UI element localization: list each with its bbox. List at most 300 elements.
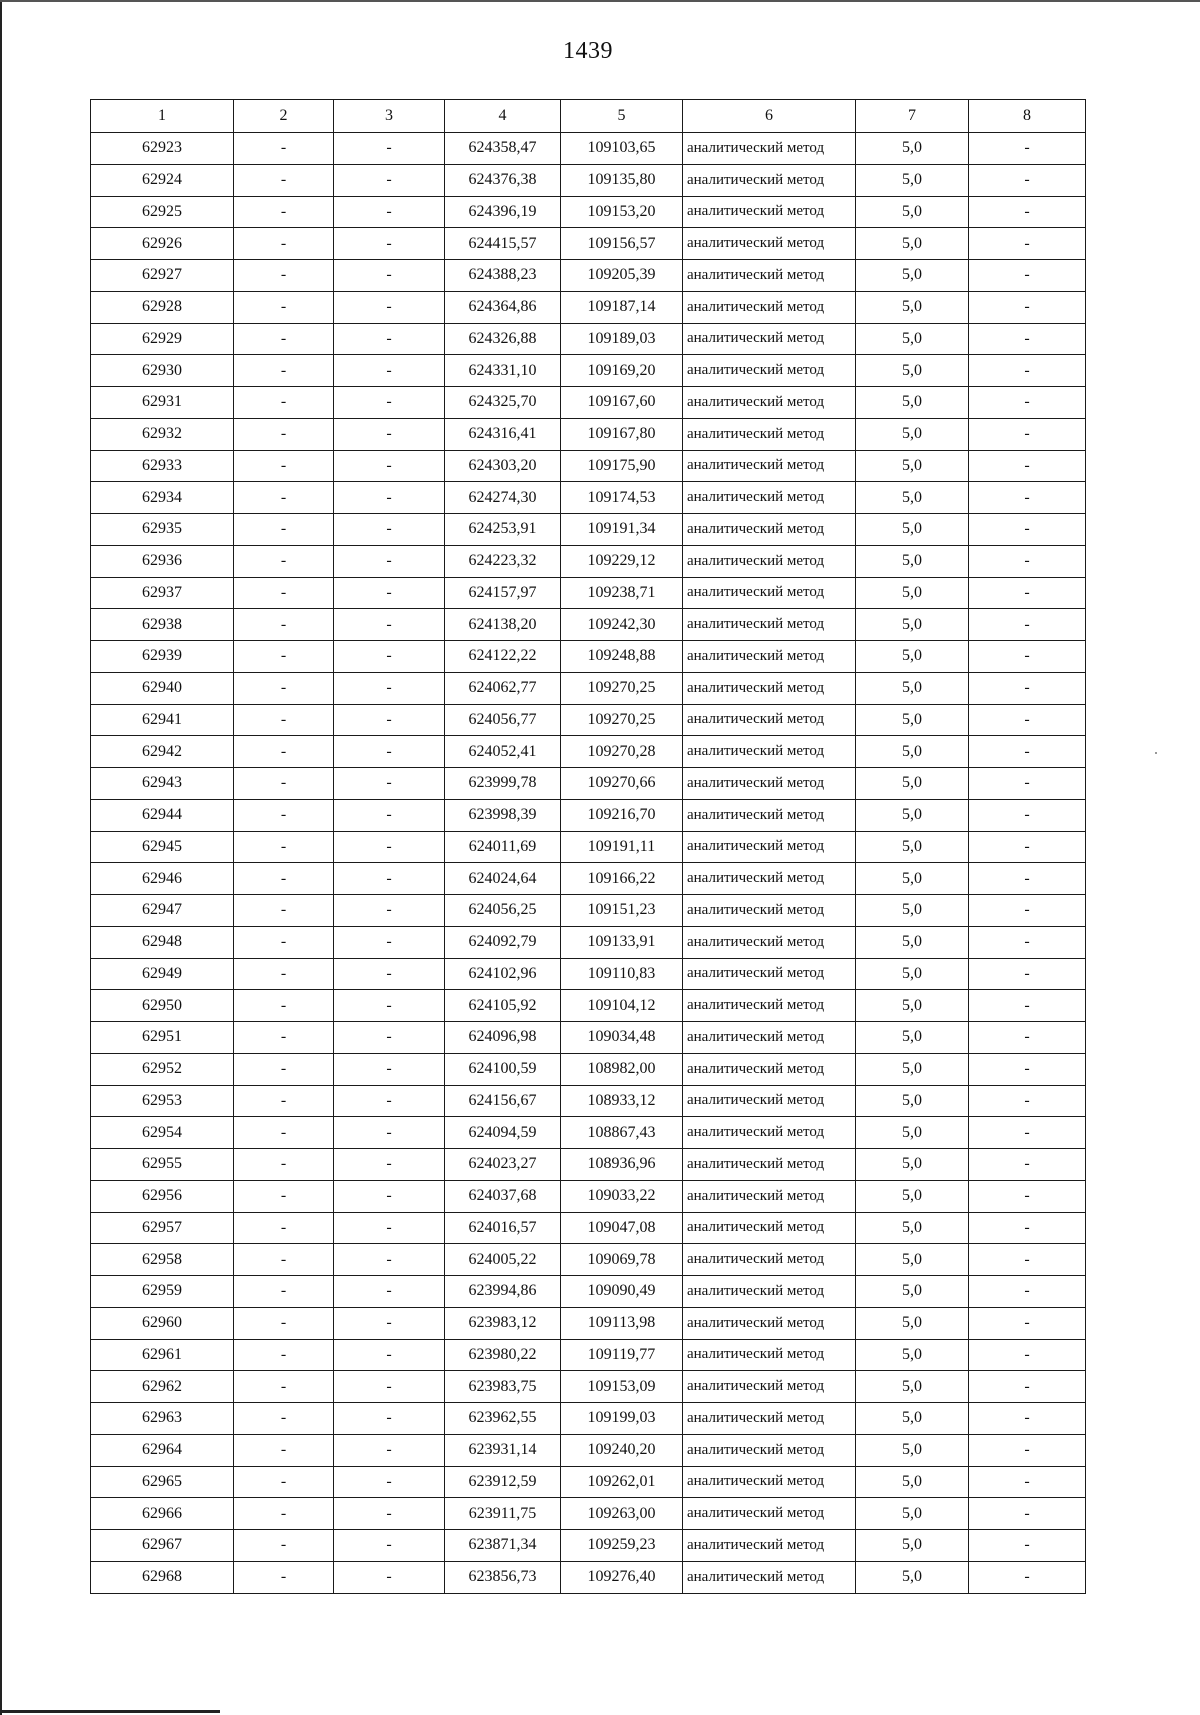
accuracy-cell: 5,0 <box>856 768 969 800</box>
col8-cell: - <box>969 164 1086 196</box>
col3-cell: - <box>334 577 445 609</box>
method-cell: аналитический метод <box>683 1530 856 1562</box>
table-row <box>91 1530 1086 1562</box>
point-number-cell: 62968 <box>91 1561 234 1593</box>
col3-cell: - <box>334 1561 445 1593</box>
x-coordinate-cell: 623999,78 <box>445 768 561 800</box>
scan-speck <box>1155 752 1157 754</box>
y-coordinate-cell: 109270,25 <box>561 672 683 704</box>
y-coordinate-cell: 109156,57 <box>561 228 683 260</box>
col8-cell: - <box>969 1276 1086 1308</box>
x-coordinate-cell: 624056,25 <box>445 895 561 927</box>
accuracy-cell: 5,0 <box>856 355 969 387</box>
col2-cell: - <box>234 1530 334 1562</box>
col8-cell: - <box>969 133 1086 165</box>
col3-cell: - <box>334 418 445 450</box>
accuracy-cell: 5,0 <box>856 895 969 927</box>
y-coordinate-cell: 109113,98 <box>561 1307 683 1339</box>
x-coordinate-cell: 624376,38 <box>445 164 561 196</box>
point-number-cell: 62943 <box>91 768 234 800</box>
method-cell: аналитический метод <box>683 958 856 990</box>
col8-cell: - <box>969 1434 1086 1466</box>
y-coordinate-cell: 109199,03 <box>561 1403 683 1435</box>
col2-cell: - <box>234 323 334 355</box>
method-cell: аналитический метод <box>683 450 856 482</box>
col2-cell: - <box>234 1339 334 1371</box>
col3-cell: - <box>334 1307 445 1339</box>
col3-cell: - <box>334 1339 445 1371</box>
table-row <box>91 1053 1086 1085</box>
col3-cell: - <box>334 164 445 196</box>
x-coordinate-cell: 623931,14 <box>445 1434 561 1466</box>
y-coordinate-cell: 109169,20 <box>561 355 683 387</box>
x-coordinate-cell: 624388,23 <box>445 260 561 292</box>
coordinates-table <box>90 99 1086 1594</box>
col2-cell: - <box>234 1498 334 1530</box>
method-cell: аналитический метод <box>683 1085 856 1117</box>
y-coordinate-cell: 109248,88 <box>561 641 683 673</box>
col3-cell: - <box>334 291 445 323</box>
x-coordinate-cell: 624052,41 <box>445 736 561 768</box>
col3-cell: - <box>334 990 445 1022</box>
table-row <box>91 1434 1086 1466</box>
x-coordinate-cell: 624138,20 <box>445 609 561 641</box>
col2-cell: - <box>234 418 334 450</box>
col2-cell: - <box>234 1307 334 1339</box>
col8-cell: - <box>969 482 1086 514</box>
y-coordinate-cell: 109242,30 <box>561 609 683 641</box>
y-coordinate-cell: 109167,60 <box>561 387 683 419</box>
table-row <box>91 260 1086 292</box>
point-number-cell: 62930 <box>91 355 234 387</box>
x-coordinate-cell: 624274,30 <box>445 482 561 514</box>
col3-cell: - <box>334 450 445 482</box>
x-coordinate-cell: 624396,19 <box>445 196 561 228</box>
method-cell: аналитический метод <box>683 545 856 577</box>
method-cell: аналитический метод <box>683 323 856 355</box>
accuracy-cell: 5,0 <box>856 323 969 355</box>
point-number-cell: 62925 <box>91 196 234 228</box>
x-coordinate-cell: 624316,41 <box>445 418 561 450</box>
table-row <box>91 768 1086 800</box>
x-coordinate-cell: 623983,75 <box>445 1371 561 1403</box>
point-number-cell: 62946 <box>91 863 234 895</box>
x-coordinate-cell: 624326,88 <box>445 323 561 355</box>
point-number-cell: 62923 <box>91 133 234 165</box>
table-row <box>91 1212 1086 1244</box>
col8-cell: - <box>969 1466 1086 1498</box>
col8-cell: - <box>969 863 1086 895</box>
col3-cell: - <box>334 1085 445 1117</box>
point-number-cell: 62952 <box>91 1053 234 1085</box>
accuracy-cell: 5,0 <box>856 545 969 577</box>
x-coordinate-cell: 623980,22 <box>445 1339 561 1371</box>
col2-cell: - <box>234 1561 334 1593</box>
col8-cell: - <box>969 291 1086 323</box>
col8-cell: - <box>969 418 1086 450</box>
accuracy-cell: 5,0 <box>856 831 969 863</box>
y-coordinate-cell: 109238,71 <box>561 577 683 609</box>
table-row <box>91 133 1086 165</box>
table-row <box>91 1117 1086 1149</box>
x-coordinate-cell: 624023,27 <box>445 1149 561 1181</box>
col8-cell: - <box>969 450 1086 482</box>
table-row <box>91 482 1086 514</box>
accuracy-cell: 5,0 <box>856 641 969 673</box>
y-coordinate-cell: 109175,90 <box>561 450 683 482</box>
y-coordinate-cell: 109276,40 <box>561 1561 683 1593</box>
col2-cell: - <box>234 1085 334 1117</box>
col3-cell: - <box>334 1466 445 1498</box>
point-number-cell: 62928 <box>91 291 234 323</box>
y-coordinate-cell: 109174,53 <box>561 482 683 514</box>
table-row <box>91 196 1086 228</box>
col3-cell: - <box>334 641 445 673</box>
method-cell: аналитический метод <box>683 895 856 927</box>
accuracy-cell: 5,0 <box>856 1276 969 1308</box>
col2-cell: - <box>234 1276 334 1308</box>
table-row <box>91 1149 1086 1181</box>
col3-cell: - <box>334 704 445 736</box>
y-coordinate-cell: 109119,77 <box>561 1339 683 1371</box>
col2-cell: - <box>234 291 334 323</box>
y-coordinate-cell: 109104,12 <box>561 990 683 1022</box>
x-coordinate-cell: 624157,97 <box>445 577 561 609</box>
y-coordinate-cell: 109229,12 <box>561 545 683 577</box>
table-row <box>91 1276 1086 1308</box>
page-number: 1439 <box>563 38 613 64</box>
col3-cell: - <box>334 1244 445 1276</box>
y-coordinate-cell: 109189,03 <box>561 323 683 355</box>
table-row <box>91 799 1086 831</box>
col2-cell: - <box>234 799 334 831</box>
col8-cell: - <box>969 1022 1086 1054</box>
accuracy-cell: 5,0 <box>856 291 969 323</box>
col2-cell: - <box>234 1117 334 1149</box>
col8-cell: - <box>969 323 1086 355</box>
col2-cell: - <box>234 1403 334 1435</box>
method-cell: аналитический метод <box>683 228 856 260</box>
point-number-cell: 62929 <box>91 323 234 355</box>
col3-cell: - <box>334 1149 445 1181</box>
accuracy-cell: 5,0 <box>856 990 969 1022</box>
table-row <box>91 514 1086 546</box>
point-number-cell: 62959 <box>91 1276 234 1308</box>
point-number-cell: 62939 <box>91 641 234 673</box>
point-number-cell: 62945 <box>91 831 234 863</box>
col8-cell: - <box>969 1498 1086 1530</box>
column-header-3: 3 <box>334 100 445 133</box>
point-number-cell: 62924 <box>91 164 234 196</box>
method-cell: аналитический метод <box>683 418 856 450</box>
table-row <box>91 1561 1086 1593</box>
point-number-cell: 62963 <box>91 1403 234 1435</box>
col2-cell: - <box>234 831 334 863</box>
method-cell: аналитический метод <box>683 1339 856 1371</box>
x-coordinate-cell: 624016,57 <box>445 1212 561 1244</box>
col3-cell: - <box>334 863 445 895</box>
y-coordinate-cell: 109191,11 <box>561 831 683 863</box>
x-coordinate-cell: 623994,86 <box>445 1276 561 1308</box>
x-coordinate-cell: 623911,75 <box>445 1498 561 1530</box>
accuracy-cell: 5,0 <box>856 609 969 641</box>
y-coordinate-cell: 109034,48 <box>561 1022 683 1054</box>
col2-cell: - <box>234 514 334 546</box>
x-coordinate-cell: 624094,59 <box>445 1117 561 1149</box>
y-coordinate-cell: 109263,00 <box>561 1498 683 1530</box>
point-number-cell: 62941 <box>91 704 234 736</box>
col3-cell: - <box>334 260 445 292</box>
col2-cell: - <box>234 1022 334 1054</box>
col8-cell: - <box>969 799 1086 831</box>
point-number-cell: 62949 <box>91 958 234 990</box>
col2-cell: - <box>234 863 334 895</box>
y-coordinate-cell: 109133,91 <box>561 926 683 958</box>
scan-border-left <box>0 0 2 1715</box>
point-number-cell: 62947 <box>91 895 234 927</box>
accuracy-cell: 5,0 <box>856 260 969 292</box>
accuracy-cell: 5,0 <box>856 1498 969 1530</box>
col3-cell: - <box>334 133 445 165</box>
accuracy-cell: 5,0 <box>856 1117 969 1149</box>
point-number-cell: 62964 <box>91 1434 234 1466</box>
accuracy-cell: 5,0 <box>856 1530 969 1562</box>
accuracy-cell: 5,0 <box>856 958 969 990</box>
method-cell: аналитический метод <box>683 387 856 419</box>
col8-cell: - <box>969 609 1086 641</box>
point-number-cell: 62957 <box>91 1212 234 1244</box>
col2-cell: - <box>234 387 334 419</box>
col3-cell: - <box>334 1180 445 1212</box>
table-row <box>91 641 1086 673</box>
table-row <box>91 926 1086 958</box>
col3-cell: - <box>334 228 445 260</box>
accuracy-cell: 5,0 <box>856 514 969 546</box>
y-coordinate-cell: 108867,43 <box>561 1117 683 1149</box>
method-cell: аналитический метод <box>683 799 856 831</box>
col8-cell: - <box>969 228 1086 260</box>
table-row <box>91 895 1086 927</box>
col2-cell: - <box>234 609 334 641</box>
point-number-cell: 62932 <box>91 418 234 450</box>
accuracy-cell: 5,0 <box>856 164 969 196</box>
col8-cell: - <box>969 1244 1086 1276</box>
accuracy-cell: 5,0 <box>856 799 969 831</box>
point-number-cell: 62966 <box>91 1498 234 1530</box>
method-cell: аналитический метод <box>683 641 856 673</box>
col2-cell: - <box>234 1053 334 1085</box>
x-coordinate-cell: 623962,55 <box>445 1403 561 1435</box>
point-number-cell: 62954 <box>91 1117 234 1149</box>
col2-cell: - <box>234 1180 334 1212</box>
col2-cell: - <box>234 1434 334 1466</box>
accuracy-cell: 5,0 <box>856 1561 969 1593</box>
y-coordinate-cell: 109167,80 <box>561 418 683 450</box>
table-row <box>91 577 1086 609</box>
y-coordinate-cell: 109110,83 <box>561 958 683 990</box>
x-coordinate-cell: 624102,96 <box>445 958 561 990</box>
method-cell: аналитический метод <box>683 482 856 514</box>
point-number-cell: 62950 <box>91 990 234 1022</box>
accuracy-cell: 5,0 <box>856 418 969 450</box>
point-number-cell: 62965 <box>91 1466 234 1498</box>
col8-cell: - <box>969 1180 1086 1212</box>
y-coordinate-cell: 109153,20 <box>561 196 683 228</box>
y-coordinate-cell: 109135,80 <box>561 164 683 196</box>
col2-cell: - <box>234 704 334 736</box>
method-cell: аналитический метод <box>683 1466 856 1498</box>
y-coordinate-cell: 108936,96 <box>561 1149 683 1181</box>
y-coordinate-cell: 109191,34 <box>561 514 683 546</box>
col2-cell: - <box>234 1466 334 1498</box>
col2-cell: - <box>234 990 334 1022</box>
method-cell: аналитический метод <box>683 736 856 768</box>
table-row <box>91 609 1086 641</box>
accuracy-cell: 5,0 <box>856 1085 969 1117</box>
accuracy-cell: 5,0 <box>856 1339 969 1371</box>
x-coordinate-cell: 623912,59 <box>445 1466 561 1498</box>
point-number-cell: 62958 <box>91 1244 234 1276</box>
col2-cell: - <box>234 196 334 228</box>
point-number-cell: 62948 <box>91 926 234 958</box>
table-row <box>91 1085 1086 1117</box>
col2-cell: - <box>234 926 334 958</box>
accuracy-cell: 5,0 <box>856 1212 969 1244</box>
accuracy-cell: 5,0 <box>856 387 969 419</box>
method-cell: аналитический метод <box>683 260 856 292</box>
table-header-row <box>91 100 1086 133</box>
table-body <box>91 133 1086 1594</box>
method-cell: аналитический метод <box>683 1022 856 1054</box>
col2-cell: - <box>234 228 334 260</box>
method-cell: аналитический метод <box>683 164 856 196</box>
col2-cell: - <box>234 1371 334 1403</box>
col3-cell: - <box>334 1434 445 1466</box>
y-coordinate-cell: 108982,00 <box>561 1053 683 1085</box>
accuracy-cell: 5,0 <box>856 736 969 768</box>
y-coordinate-cell: 109205,39 <box>561 260 683 292</box>
method-cell: аналитический метод <box>683 291 856 323</box>
point-number-cell: 62935 <box>91 514 234 546</box>
accuracy-cell: 5,0 <box>856 672 969 704</box>
accuracy-cell: 5,0 <box>856 1371 969 1403</box>
col8-cell: - <box>969 1117 1086 1149</box>
method-cell: аналитический метод <box>683 355 856 387</box>
method-cell: аналитический метод <box>683 1403 856 1435</box>
x-coordinate-cell: 624253,91 <box>445 514 561 546</box>
col2-cell: - <box>234 355 334 387</box>
col2-cell: - <box>234 164 334 196</box>
table-row <box>91 1466 1086 1498</box>
col8-cell: - <box>969 1403 1086 1435</box>
col2-cell: - <box>234 1244 334 1276</box>
accuracy-cell: 5,0 <box>856 926 969 958</box>
y-coordinate-cell: 109259,23 <box>561 1530 683 1562</box>
col8-cell: - <box>969 1371 1086 1403</box>
y-coordinate-cell: 109069,78 <box>561 1244 683 1276</box>
col8-cell: - <box>969 736 1086 768</box>
y-coordinate-cell: 109216,70 <box>561 799 683 831</box>
col2-cell: - <box>234 895 334 927</box>
method-cell: аналитический метод <box>683 1307 856 1339</box>
x-coordinate-cell: 623983,12 <box>445 1307 561 1339</box>
col8-cell: - <box>969 1339 1086 1371</box>
x-coordinate-cell: 624303,20 <box>445 450 561 482</box>
method-cell: аналитический метод <box>683 1212 856 1244</box>
col3-cell: - <box>334 1530 445 1562</box>
method-cell: аналитический метод <box>683 672 856 704</box>
col3-cell: - <box>334 514 445 546</box>
column-header-5: 5 <box>561 100 683 133</box>
col2-cell: - <box>234 641 334 673</box>
method-cell: аналитический метод <box>683 1561 856 1593</box>
accuracy-cell: 5,0 <box>856 1434 969 1466</box>
col3-cell: - <box>334 1053 445 1085</box>
point-number-cell: 62955 <box>91 1149 234 1181</box>
col3-cell: - <box>334 736 445 768</box>
col8-cell: - <box>969 514 1086 546</box>
accuracy-cell: 5,0 <box>856 577 969 609</box>
table-row <box>91 990 1086 1022</box>
accuracy-cell: 5,0 <box>856 1466 969 1498</box>
column-header-8: 8 <box>969 100 1086 133</box>
table-row <box>91 704 1086 736</box>
point-number-cell: 62951 <box>91 1022 234 1054</box>
col3-cell: - <box>334 1212 445 1244</box>
table-row <box>91 545 1086 577</box>
x-coordinate-cell: 624062,77 <box>445 672 561 704</box>
column-header-2: 2 <box>234 100 334 133</box>
col2-cell: - <box>234 958 334 990</box>
x-coordinate-cell: 623998,39 <box>445 799 561 831</box>
accuracy-cell: 5,0 <box>856 450 969 482</box>
table-row <box>91 1022 1086 1054</box>
method-cell: аналитический метод <box>683 926 856 958</box>
col3-cell: - <box>334 1117 445 1149</box>
x-coordinate-cell: 624156,67 <box>445 1085 561 1117</box>
point-number-cell: 62962 <box>91 1371 234 1403</box>
col3-cell: - <box>334 545 445 577</box>
column-header-1: 1 <box>91 100 234 133</box>
point-number-cell: 62938 <box>91 609 234 641</box>
x-coordinate-cell: 624325,70 <box>445 387 561 419</box>
method-cell: аналитический метод <box>683 990 856 1022</box>
col8-cell: - <box>969 990 1086 1022</box>
point-number-cell: 62961 <box>91 1339 234 1371</box>
x-coordinate-cell: 624358,47 <box>445 133 561 165</box>
col3-cell: - <box>334 387 445 419</box>
accuracy-cell: 5,0 <box>856 196 969 228</box>
x-coordinate-cell: 624011,69 <box>445 831 561 863</box>
y-coordinate-cell: 109270,28 <box>561 736 683 768</box>
col3-cell: - <box>334 482 445 514</box>
col3-cell: - <box>334 799 445 831</box>
col3-cell: - <box>334 672 445 704</box>
col8-cell: - <box>969 1053 1086 1085</box>
col8-cell: - <box>969 545 1086 577</box>
col2-cell: - <box>234 768 334 800</box>
col8-cell: - <box>969 958 1086 990</box>
x-coordinate-cell: 624100,59 <box>445 1053 561 1085</box>
table-row <box>91 736 1086 768</box>
col2-cell: - <box>234 1149 334 1181</box>
col2-cell: - <box>234 736 334 768</box>
point-number-cell: 62933 <box>91 450 234 482</box>
x-coordinate-cell: 624364,86 <box>445 291 561 323</box>
col8-cell: - <box>969 704 1086 736</box>
table-row <box>91 1244 1086 1276</box>
x-coordinate-cell: 624005,22 <box>445 1244 561 1276</box>
